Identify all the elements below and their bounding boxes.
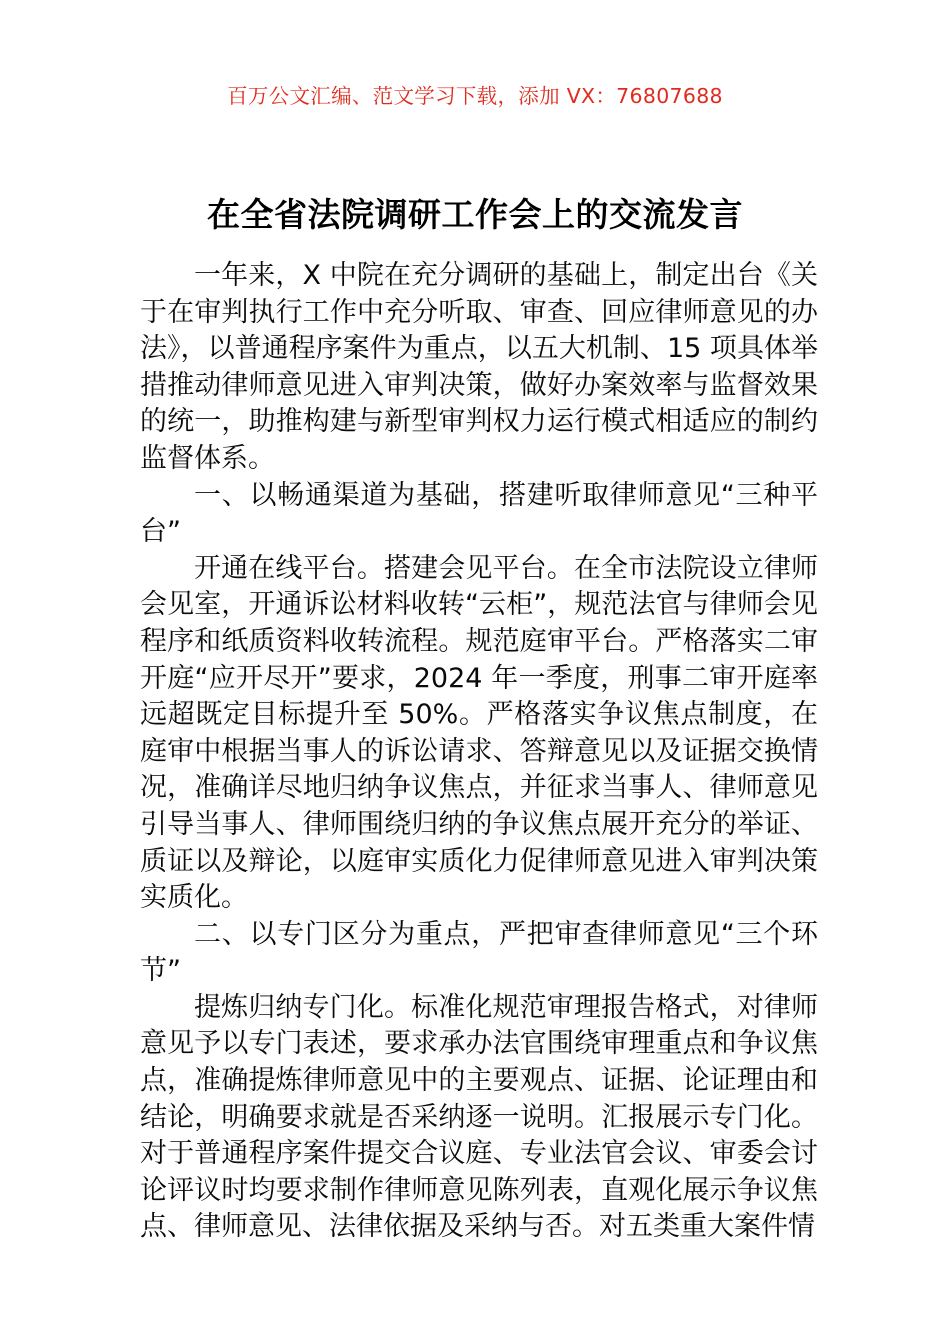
- section-heading-one: 一、以畅通渠道为基础，搭建听取律师意见“三种平台”: [140, 479, 818, 548]
- paragraph-intro: 一年来，X 中院在充分调研的基础上，制定出台《关于在审判执行工作中充分听取、审查、回应律师意见的办法》，以普通程序案件为重点，以五大机制、15 项具体举措推动律师意见进入审判决策，做好办案效率与监督效果的统一，助推构建与新型审判权力运行模式相适应的制约监督体系。: [140, 260, 818, 474]
- promo-watermark-text: 百万公文汇编、范文学习下载，添加 VX：76807688: [227, 84, 723, 108]
- section-one-body: 开通在线平台。搭建会见平台。在全市法院设立律师会见室，开通诉讼材料收转“云柜”，规范法官与律师会见程序和纸质资料收转流程。规范庭审平台。严格落实二审开庭“应开尽开”要求，2024 年一季度，刑事二审开庭率远超既定目标提升至 50%。严格落实争议焦点制度，在庭审中根据当事人的诉讼请求、答辩意见以及证据交换情况，准确详尽地归纳争议焦点，并征求当事人、律师意见引导当事人、律师围绕归纳的争议焦点展开充分的举证、质证以及辩论，以庭审实质化力促律师意见进入审判决策实质化。: [140, 552, 818, 914]
- document-body: [140, 258, 818, 1246]
- section-two-body: 提炼归纳专门化。标准化规范审理报告格式，对律师意见予以专门表述，要求承办法官围绕审理重点和争议焦点，准确提炼律师意见中的主要观点、证据、论证理由和结论，明确要求就是否采纳逐一说明。汇报展示专门化。对于普通程序案件提交合议庭、专业法官会议、审委会讨论评议时均要求制作律师意见陈列表，直观化展示争议焦点、律师意见、法律依据及采纳与否。对五类重大案件情: [140, 991, 818, 1243]
- page-title: 在全省法院调研工作会上的交流发言: [207, 195, 743, 235]
- section-heading-two: 二、以专门区分为重点，严把审查律师意见“三个环节”: [140, 918, 818, 987]
